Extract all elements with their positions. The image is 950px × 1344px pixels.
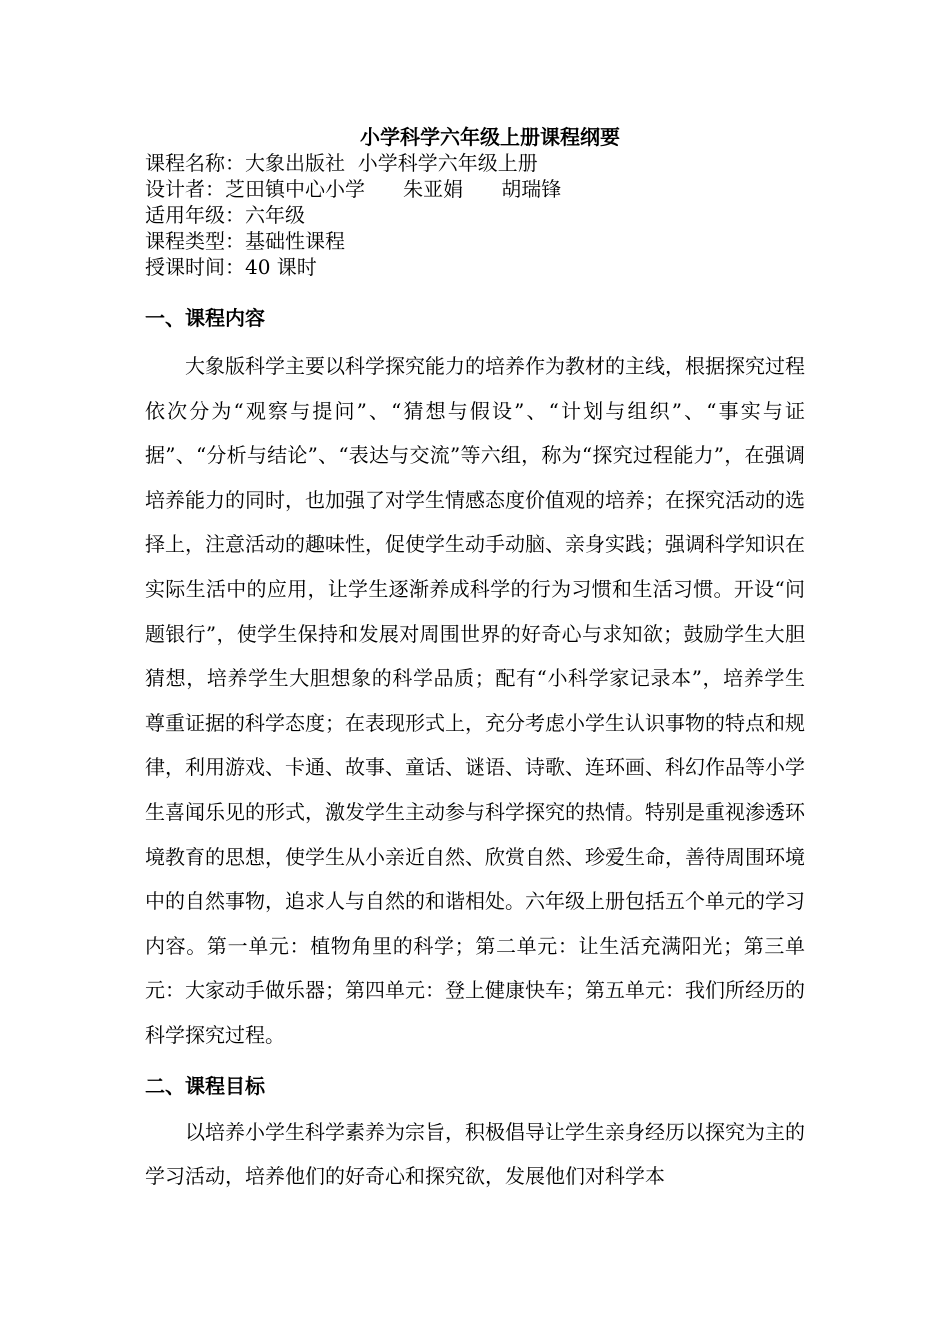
course-type-line: 课程类型：基础性课程 bbox=[145, 229, 345, 253]
section-body-course-goals: 以培养小学生科学素养为宗旨，积极倡导让学生亲身经历以探究为主的学习活动，培养他们的好奇心和探究欲，发展他们对科学本 bbox=[145, 1119, 805, 1189]
document-page bbox=[145, 124, 805, 1199]
course-info-block bbox=[145, 150, 805, 280]
section-heading-course-goals: 二、课程目标 bbox=[145, 1073, 265, 1098]
course-name-line: 课程名称：大象出版社 小学科学六年级上册 bbox=[145, 151, 538, 175]
section-body-course-content: 大象版科学主要以科学探究能力的培养作为教材的主线，根据探究过程依次分为“观察与提问”、“猜想与假设”、“计划与组织”、“事实与证据”、“分析与结论”、“表达与交流”等六组，称为“探究过程能力”，在强调培养能力的同时，也加强了对学生情感态度价值观的培养；在探究活动的选择上，注意活动的趣味性，促使学生动手动脑、亲身实践；强调科学知识在实际生活中的应用，让学生逐渐养成科学的行为习惯和生活习惯。开设“问题银行”，使学生保持和发展对周围世界的好奇心与求知欲；鼓励学生大胆猜想，培养学生大胆想象的科学品质；配有“小科学家记录本”，培养学生尊重证据的科学态度；在表现形式上，充分考虑小学生认识事物的特点和规律，利用游戏、卡通、故事、童话、谜语、诗歌、连环画、科幻作品等小学生喜闻乐见的形式，激发学生主动参与科学探究的热情。特别是重视渗透环境教育的思想，使学生从小亲近自然、欣赏自然、珍爱生命，善待周围环境中的自然事物，追求人与自然的和谐相处。六年级上册包括五个单元的学习内容。第一单元：植物角里的科学；第二单元：让生活充满阳光；第三单元：大家动手做乐器；第四单元：登上健康快车；第五单元：我们所经历的科学探究过程。 bbox=[145, 354, 805, 1047]
designer-line: 设计者：芝田镇中心小学 朱亚娟 胡瑞锋 bbox=[145, 177, 562, 201]
class-hours-line: 授课时间：40 课时 bbox=[145, 255, 317, 279]
section-heading-course-content: 一、课程内容 bbox=[145, 306, 265, 330]
grade-line: 适用年级：六年级 bbox=[145, 203, 305, 227]
document-title: 小学科学六年级上册课程纲要 bbox=[360, 125, 620, 149]
